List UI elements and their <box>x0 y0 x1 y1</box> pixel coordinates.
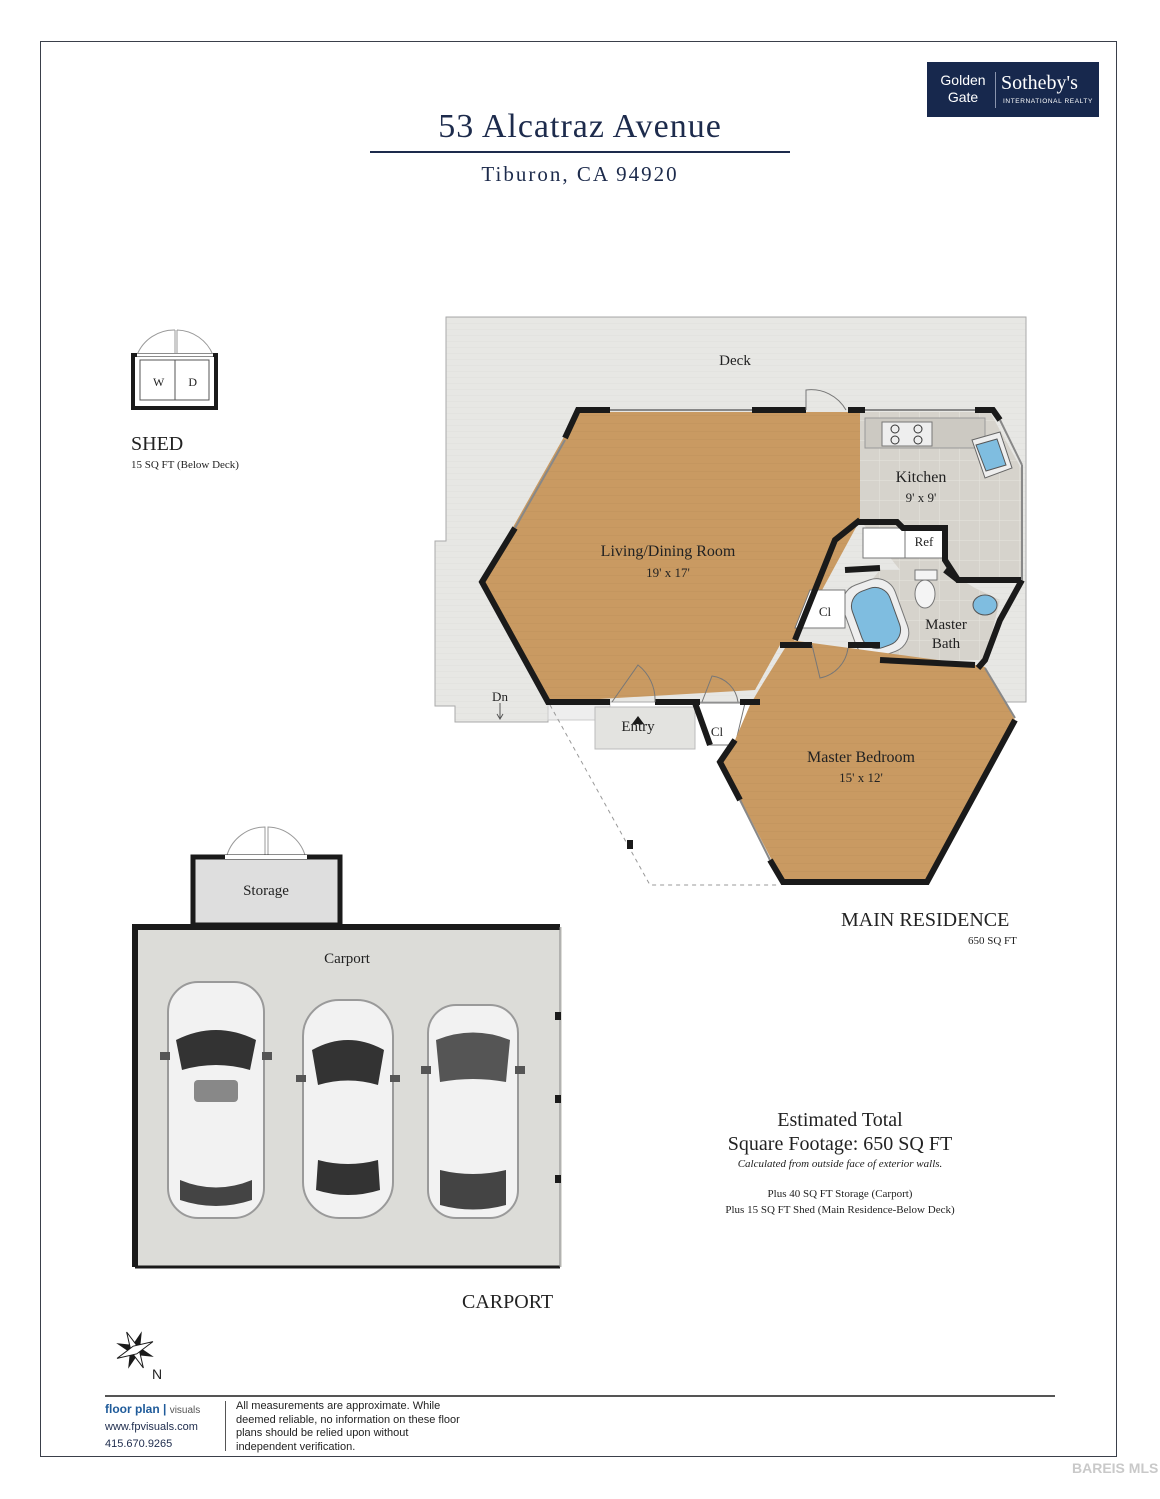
summary-note: Calculated from outside face of exterior walls. <box>737 1158 943 1170</box>
fp-visuals-credit <box>105 1401 200 1453</box>
living-dining-label: Living/Dining Room <box>600 543 736 560</box>
shed-title: SHED <box>131 433 184 455</box>
logo-golden-gate: Golden Gate <box>940 72 986 105</box>
kitchen-label: Kitchen <box>895 469 947 486</box>
footer-divider <box>225 1401 226 1451</box>
bath-sink-icon <box>973 595 997 615</box>
main-residence-area: 650 SQ FT <box>968 935 1017 947</box>
footer-rule <box>105 1395 1055 1397</box>
fp-phone: 415.670.9265 <box>105 1438 173 1450</box>
washer-label <box>153 375 197 390</box>
carport-label: Carport <box>324 951 370 967</box>
car-suv-icon <box>160 982 272 1218</box>
closet-label-upper: Cl <box>818 604 832 619</box>
down-label: Dn <box>492 689 508 704</box>
ref-label: Ref <box>914 534 934 549</box>
storage-label: Storage <box>243 883 289 899</box>
carport-title: CARPORT <box>462 1291 554 1313</box>
entry-label: Entry <box>621 719 655 735</box>
main-residence-title: MAIN RESIDENCE <box>841 909 1010 931</box>
car-hatchback-icon <box>421 1005 525 1218</box>
refrigerator <box>863 528 905 558</box>
master-bath-label: Master Bath <box>925 617 967 652</box>
toilet-icon <box>915 580 935 608</box>
page-subtitle: Tiburon, CA 94920 <box>481 162 679 186</box>
summary-total: Square Footage: 650 SQ FT <box>727 1133 953 1155</box>
living-dining-size: 19' x 17' <box>646 565 690 580</box>
range-icon <box>882 422 932 446</box>
post <box>627 840 633 849</box>
footer-disclaimer: All measurements are approximate. While deemed reliable, no information on these floor plans should be relied upon without independent verification. <box>236 1400 460 1453</box>
fp-website: www.fpvisuals.com <box>105 1421 198 1433</box>
shed-area: 15 SQ FT (Below Deck) <box>131 459 239 471</box>
logo-tagline: INTERNATIONAL REALTY <box>1003 98 1093 105</box>
shed <box>133 330 216 408</box>
dryer-text: D <box>188 375 197 389</box>
square-footage-summary <box>690 1108 990 1218</box>
fp-brand: floor plan | visuals <box>105 1402 201 1416</box>
washer-text: W <box>153 375 165 389</box>
master-bedroom-size: 15' x 12' <box>839 770 883 785</box>
kitchen-size: 9' x 9' <box>905 490 937 505</box>
fp-brand-suffix: visuals <box>169 1405 201 1416</box>
compass-rose-icon <box>114 1329 155 1370</box>
summary-storage: Plus 40 SQ FT Storage (Carport) <box>767 1188 913 1200</box>
fp-brand-name: floor plan <box>105 1402 160 1416</box>
closet-label-lower: Cl <box>710 724 724 739</box>
compass-north-label: N <box>152 1366 163 1382</box>
bareis-watermark: BAREIS MLS <box>1072 1460 1159 1476</box>
master-bedroom-label: Master Bedroom <box>807 749 915 766</box>
deck-label: Deck <box>719 353 751 369</box>
page-title: 53 Alcatraz Avenue <box>438 108 722 145</box>
car-sedan-icon <box>296 1000 400 1218</box>
summary-shed: Plus 15 SQ FT Shed (Main Residence-Below Deck) <box>725 1204 955 1216</box>
logo-brand: Sotheby's <box>1001 72 1078 94</box>
summary-heading: Estimated Total <box>777 1109 903 1131</box>
